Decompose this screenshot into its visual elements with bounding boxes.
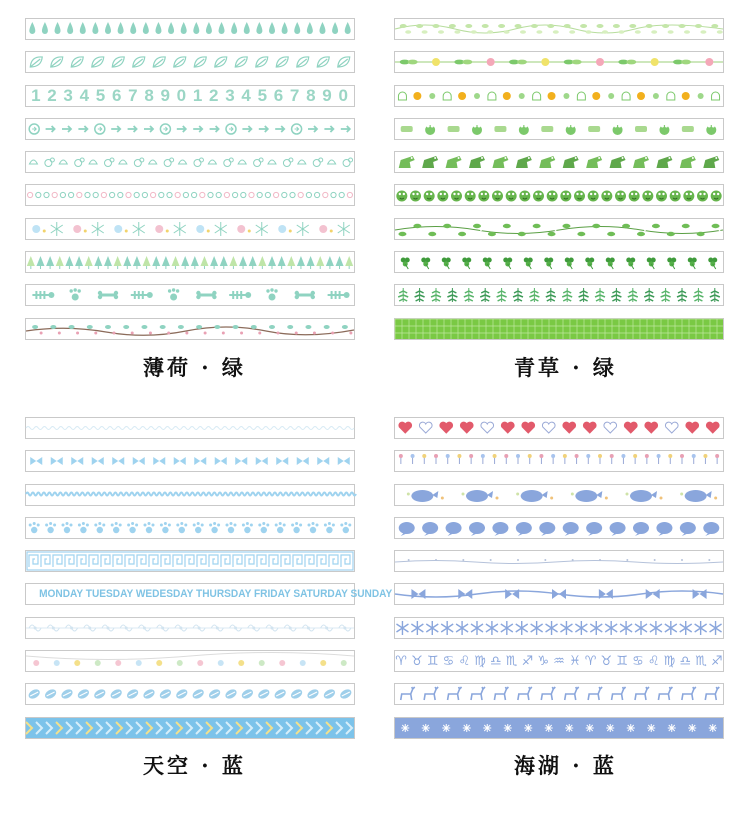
tape-pattern-green-monsters [395,185,723,205]
washi-tape-tiny-trees [25,251,355,273]
washi-tape-ribbon-bows [394,583,724,605]
tape-pattern-leaf-ovals [26,684,354,704]
tape-pattern-dot-chain [26,185,354,205]
tape-group-grass-green [394,18,726,351]
tape-pattern-clover-leaves [395,252,723,272]
washi-tape-hanging-lights [25,650,355,672]
tape-pattern-tiny-trees [26,252,354,272]
washi-tape-paw-prints [25,517,355,539]
washi-tape-bow-ribbons [25,450,355,472]
tape-pattern-shapes-and-dots [395,86,723,106]
tape-digits-text: 1 2 3 4 5 6 7 8 9 0 1 2 3 4 5 6 7 8 9 0 [31,85,349,105]
caption-lake-blue: 海湖 · 蓝 [514,753,617,778]
washi-tape-fish-bones-and-paws [25,284,355,306]
tape-group-mint-green [25,18,357,351]
washi-tape-lace-pattern [25,617,355,639]
tape-pattern-snow-band [395,718,723,738]
caption-mint-green: 薄荷 · 绿 [143,355,246,380]
tape-pattern-alphabet-flowers [395,451,723,471]
tape-pattern-vine-sprigs [395,19,723,39]
tape-pattern-braid-pattern [26,718,354,738]
tape-group-lake-blue [394,417,726,750]
tape-group-sky-blue [25,417,393,750]
washi-tape-hearts [394,417,724,439]
washi-tape-fern-leaves [394,284,724,306]
tape-pattern-dinosaurs [395,152,723,172]
tape-pattern-arrow-symbols [26,119,354,139]
washi-tape-green-monsters [394,184,724,206]
tape-pattern-paw-prints [26,518,354,538]
tape-pattern-frogs-and-bars [395,119,723,139]
tape-pattern-ribbon-bows [395,584,723,604]
tape-pattern-wave-band [26,485,354,505]
tape-pattern-snowflakes-and-flowers [26,219,354,239]
washi-tape-whales [394,484,724,506]
tape-pattern-thin-line [395,551,723,571]
washi-tape-flowers-and-leaves [394,51,724,73]
washi-tape-flower-outlines [25,151,355,173]
washi-tape-vine-sprigs [394,18,724,40]
washi-tape-green-grid [394,318,724,340]
tape-pattern-water-drops [26,19,354,39]
caption-grass-green: 青草 · 绿 [514,355,617,380]
tape-pattern-whales [395,485,723,505]
tape-pattern-speech-bubbles [395,518,723,538]
washi-tape-thin-waves [25,417,355,439]
washi-tape-arrow-symbols [25,118,355,140]
washi-tape-leaf-ovals [25,683,355,705]
tape-pattern-hanging-lights [26,651,354,671]
tape-pattern-fern-leaves [395,285,723,305]
tape-pattern-fish-bones-and-paws [26,285,354,305]
washi-tape-wave-band [25,484,355,506]
tape-pattern-branches [26,319,354,339]
washi-tape-snow-band [394,717,724,739]
tape-weekdays-text: MONDAY TUESDAY WEDESDAY THURSDAY FRIDAY SATURDAY SUNDAY [39,588,393,601]
washi-tape-snowflakes [394,617,724,639]
washi-tape-zodiac-signs [394,650,724,672]
tape-pattern-flowers-and-leaves [395,52,723,72]
tape-pattern-flower-outlines [26,152,354,172]
washi-tape-number-digits [25,85,355,107]
caption-sky-blue: 天空 · 蓝 [143,753,246,778]
washi-tape-dinosaurs [394,151,724,173]
tape-pattern-green-grid [395,319,723,339]
tape-pattern-greek-key [26,551,354,571]
washi-tape-clover-leaves [394,251,724,273]
washi-tape-weekday-letters [25,583,393,605]
tape-pattern-hearts [395,418,723,438]
washi-tape-leaf-outlines [25,51,355,73]
washi-tape-snowflakes-and-flowers [25,218,355,240]
tape-pattern-lace-pattern [26,618,354,638]
tape-pattern-bow-ribbons [26,451,354,471]
tape-pattern-leafy-vines [395,219,723,239]
washi-tape-greek-key [25,550,355,572]
washi-tape-branches [25,318,355,340]
washi-tape-shapes-and-dots [394,85,724,107]
tape-pattern-snowflakes [395,618,723,638]
tape-zodiac-text: ♈ ♉ ♊ ♋ ♌ ♍ ♎ ♏ ♐ ♑ ♒ ♓ ♈ ♉ ♊ ♋ ♌ ♍ ♎ ♏ ♐ [395,653,723,669]
tape-pattern-leaf-outlines [26,52,354,72]
tape-pattern-deer [395,684,723,704]
washi-tape-braid-pattern [25,717,355,739]
washi-tape-deer [394,683,724,705]
washi-tape-alphabet-flowers [394,450,724,472]
washi-tape-frogs-and-bars [394,118,724,140]
washi-tape-leafy-vines [394,218,724,240]
washi-tape-dot-chain [25,184,355,206]
washi-tape-water-drops [25,18,355,40]
washi-tape-speech-bubbles [394,517,724,539]
washi-tape-thin-line [394,550,724,572]
tape-pattern-thin-waves [26,418,354,438]
